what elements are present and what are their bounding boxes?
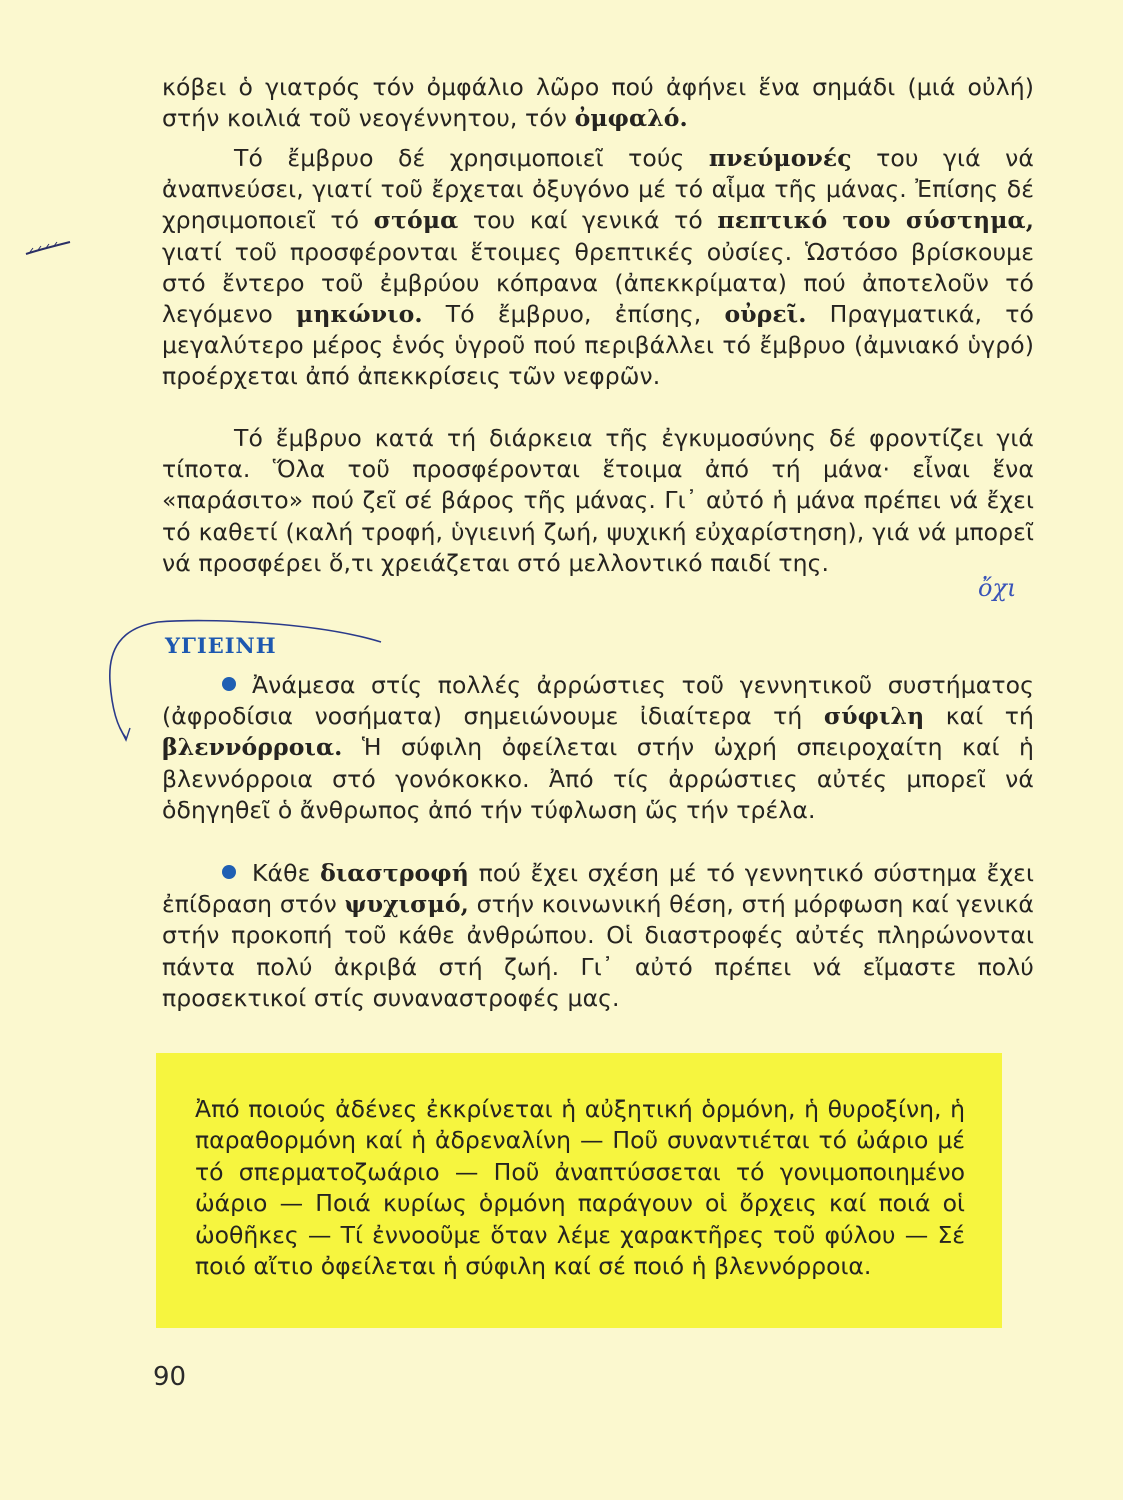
paragraph-embryo-parasite: Τό ἔμβρυο κατά τή διάρκεια τῆς ἐγκυμοσύνης δέ φροντίζει γιά τίποτα. Ὅλα τοῦ προσφέρονται ἕτοιμα ἀπό τή μάνα· εἶναι ἕνα «παράσιτο» πού ζεῖ σέ βάρος τῆς μάνας. Γι᾽ αὐτό ἡ μάνα πρέπει νά ἔχει τό καθετί (καλή τροφή, ὑγιεινή ζωή, ψυχική εὐχαρίστηση), γιά νά μπορεῖ νά προσφέρει ὅ,τι χρειάζεται στό μελλοντικό παιδί της.: [162, 424, 1034, 577]
handwritten-note: ὄχι: [978, 574, 1017, 602]
section-heading: ΥΓΙΕΙΝΗ: [165, 633, 277, 658]
review-questions-text: Ἀπό ποιούς ἀδένες ἐκκρίνεται ἡ αὐξητική ὁρμόνη, ἡ θυροξίνη, ἡ παραθορμόνη καί ἡ ἀδρεναλίνη — Ποῦ συναντιέται τό ὠάριο μέ τό σπερματοζωάριο — Ποῦ ἀναπτύσσεται τό γονιμοποιημένο ὠάριο — Ποιά κυρίως ὁρμόνη παράγουν οἱ ὄρχεις καί ποιά οἱ ὠοθῆκες — Τί ἐννοοῦμε ὅταν λέμε χαρακτῆρες τοῦ φύλου — Σέ ποιό αἴτιο ὀφείλεται ἡ σύφιλη καί σέ ποιό ἡ βλεννόρροια.: [195, 1095, 965, 1281]
paragraph-venereal-diseases: Ἀνάμεσα στίς πολλές ἀρρώστιες τοῦ γεννητικοῦ συστήματος (ἀφροδίσια νοσήματα) σημειώνουμε ἰδιαίτερα τή σύφιλη καί τή βλεννόρροια. Ἡ σύφιλη ὀφείλεται στήν ὠχρή σπειροχαίτη καί ἡ βλεννόρροια στό γονόκοκκο. Ἀπό τίς ἀρρώστιες αὐτές μπορεῖ νά ὁδηγηθεῖ ὁ ἄνθρωπος ἀπό τήν τύφλωση ὥς τήν τρέλα.: [162, 671, 1035, 824]
pen-mark-icon: [24, 238, 74, 258]
page-number: 90: [153, 1362, 187, 1392]
paragraph-navel: κόβει ὁ γιατρός τόν ὀμφάλιο λῶρο πού ἀφήνει ἕνα σημάδι (μιά οὐλή) στήν κοιλιά τοῦ νεογέννητου, τόν ὀμφαλό.: [162, 73, 1034, 133]
paragraph-perversion: Κάθε διαστροφή πού ἔχει σχέση μέ τό γεννητικό σύστημα ἔχει ἐπίδραση στόν ψυχισμό, στήν κοινωνική θέση, στή μόρφωση καί γενικά στήν προκοπή τοῦ κάθε ἀνθρώπου. Οἱ διαστροφές αὐτές πληρώνονται πάντα πολύ ἀκριβά στή ζωή. Γι᾽ αὐτό πρέπει νά εἴμαστε πολύ προσεκτικοί στίς συναναστροφές μας.: [162, 859, 1034, 1012]
bullet-icon: [222, 677, 236, 691]
paragraph-embryo-organs: Τό ἔμβρυο δέ χρησιμοποιεῖ τούς πνεύμονές του γιά νά ἀναπνεύσει, γιατί τοῦ ἔρχεται ὀξυγόνο μέ τό αἷμα τῆς μάνας. Ἐπίσης δέ χρησιμοποιεῖ τό στόμα του καί γενικά τό πεπτικό του σύστημα, γιατί τοῦ προσφέρονται ἕτοιμες θρεπτικές οὐσίες. Ὡστόσο βρίσκουμε στό ἔντερο τοῦ ἐμβρύου κόπρανα (ἀπεκκρίματα) πού ἀποτελοῦν τό λεγόμενο μηκώνιο. Τό ἔμβρυο, ἐπίσης, οὐρεῖ. Πραγματικά, τό μεγαλύτερο μέρος ἑνός ὑγροῦ πού περιβάλλει τό ἔμβρυο (ἀμνιακό ὑγρό) προέρχεται ἀπό ἀπεκκρίσεις τῶν νεφρῶν.: [162, 144, 1034, 391]
bullet-icon: [222, 865, 236, 879]
